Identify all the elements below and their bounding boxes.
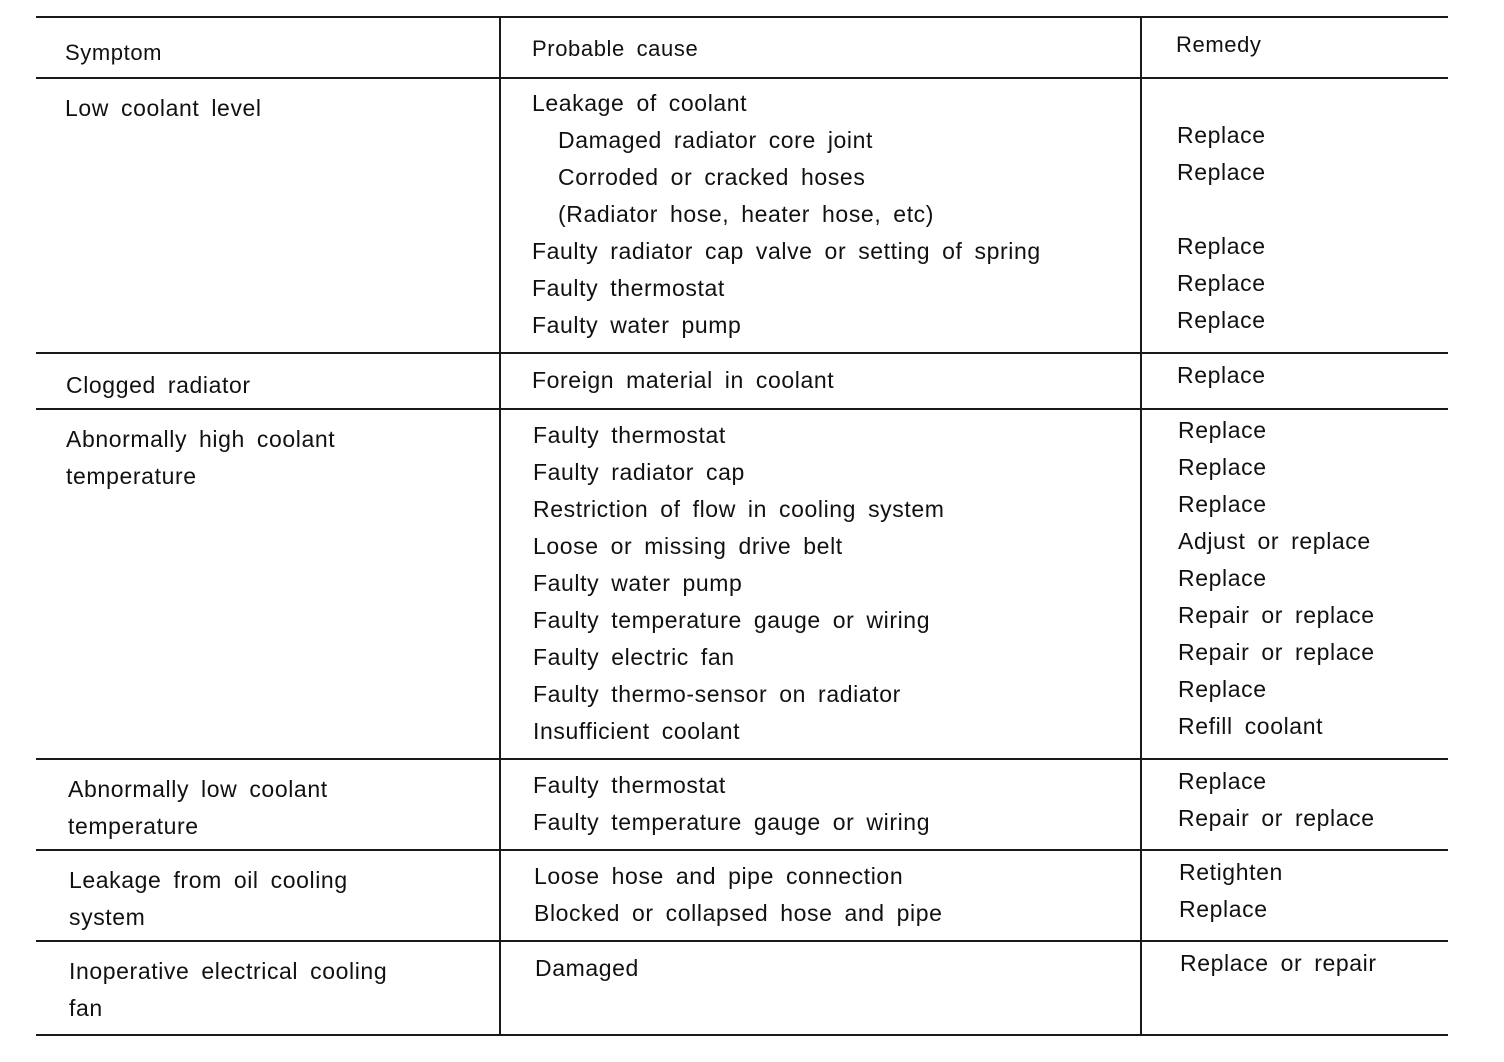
- cause-text: Faulty water pump: [532, 312, 742, 338]
- cause-text: Insufficient coolant: [533, 718, 741, 744]
- cause-text: Faulty water pump: [533, 570, 743, 596]
- remedy-text: Replace: [1177, 233, 1266, 259]
- remedy-text: Retighten: [1179, 859, 1283, 885]
- symptom-text: system: [69, 904, 146, 930]
- remedy-text: Replace: [1178, 768, 1267, 794]
- header-symptom: Symptom: [65, 40, 163, 65]
- remedy-text: Replace: [1178, 491, 1267, 517]
- symptom-cell: [66, 367, 251, 404]
- cause-text: Loose hose and pipe connection: [534, 863, 904, 889]
- cause-cell: [534, 858, 943, 932]
- symptom-text: Abnormally low coolant: [68, 776, 328, 802]
- remedy-cell: [1180, 945, 1377, 982]
- symptom-cell: [68, 771, 328, 845]
- remedy-text: Adjust or replace: [1178, 528, 1371, 554]
- remedy-cell: [1177, 80, 1266, 339]
- remedy-text: Replace: [1178, 454, 1267, 480]
- row-divider: [36, 849, 1448, 851]
- row-divider: [36, 408, 1448, 410]
- remedy-text: Replace: [1177, 122, 1266, 148]
- symptom-text: temperature: [68, 813, 199, 839]
- cause-text: Corroded or cracked hoses: [558, 164, 866, 190]
- table-bottom-rule: [36, 1034, 1448, 1036]
- cause-text: Blocked or collapsed hose and pipe: [534, 900, 943, 926]
- cause-cell: [532, 362, 834, 399]
- cause-text: Loose or missing drive belt: [533, 533, 843, 559]
- remedy-text: Refill coolant: [1178, 713, 1324, 739]
- remedy-cell: [1179, 854, 1283, 928]
- remedy-text: Replace: [1177, 307, 1266, 333]
- remedy-cell: [1178, 412, 1375, 745]
- remedy-cell: [1177, 357, 1266, 394]
- cause-text: Faulty thermostat: [533, 772, 726, 798]
- cause-text: Restriction of flow in cooling system: [533, 496, 945, 522]
- table-top-rule: [36, 16, 1448, 18]
- cause-text: Faulty thermostat: [532, 275, 725, 301]
- cause-cell: [532, 85, 1041, 344]
- cause-text: (Radiator hose, heater hose, etc): [558, 201, 935, 227]
- remedy-text: Replace: [1177, 159, 1266, 185]
- cause-text: Faulty temperature gauge or wiring: [533, 809, 931, 835]
- cause-text: Leakage of coolant: [532, 90, 748, 116]
- remedy-text: Replace: [1177, 362, 1266, 388]
- remedy-text: Replace: [1178, 417, 1267, 443]
- column-divider-left: [499, 16, 501, 1036]
- cause-text: Faulty thermostat: [533, 422, 726, 448]
- cause-cell: [533, 767, 930, 841]
- cause-text: Damaged: [535, 955, 639, 981]
- cause-cell: [533, 417, 945, 750]
- row-divider: [36, 758, 1448, 760]
- cause-text: Damaged radiator core joint: [558, 127, 874, 153]
- symptom-text: Clogged radiator: [66, 372, 251, 398]
- remedy-text: [1177, 191, 1266, 228]
- row-divider: [36, 352, 1448, 354]
- symptom-text: Low coolant level: [65, 95, 262, 121]
- remedy-text: Repair or replace: [1178, 805, 1375, 831]
- remedy-text: Replace or repair: [1180, 950, 1377, 976]
- remedy-text: Replace: [1177, 270, 1266, 296]
- symptom-text: Inoperative electrical cooling: [69, 958, 388, 984]
- cause-text: Faulty radiator cap valve or setting of spring: [532, 238, 1041, 264]
- symptom-text: Abnormally high coolant: [66, 426, 336, 452]
- remedy-text: Repair or replace: [1178, 639, 1375, 665]
- header-bottom-rule: [36, 77, 1448, 79]
- header-remedy: Remedy: [1176, 32, 1262, 57]
- symptom-text: temperature: [66, 463, 197, 489]
- symptom-cell: [69, 953, 387, 1027]
- cause-cell: [535, 950, 639, 987]
- remedy-cell: [1178, 763, 1375, 837]
- remedy-text: Replace: [1178, 676, 1267, 702]
- remedy-text: [1177, 80, 1266, 117]
- symptom-cell: [65, 90, 262, 127]
- symptom-text: Leakage from oil cooling: [69, 867, 348, 893]
- remedy-text: Repair or replace: [1178, 602, 1375, 628]
- cause-text: Foreign material in coolant: [532, 367, 835, 393]
- cause-text: Faulty radiator cap: [533, 459, 745, 485]
- remedy-text: Replace: [1179, 896, 1268, 922]
- cause-text: Faulty thermo-sensor on radiator: [533, 681, 901, 707]
- symptom-cell: [66, 421, 335, 495]
- cause-text: Faulty electric fan: [533, 644, 735, 670]
- cause-text: Faulty temperature gauge or wiring: [533, 607, 931, 633]
- symptom-cell: [69, 862, 348, 936]
- column-divider-right: [1140, 16, 1142, 1034]
- header-probable-cause: Probable cause: [532, 36, 699, 61]
- row-divider: [36, 940, 1448, 942]
- remedy-text: Replace: [1178, 565, 1267, 591]
- symptom-text: fan: [69, 995, 103, 1021]
